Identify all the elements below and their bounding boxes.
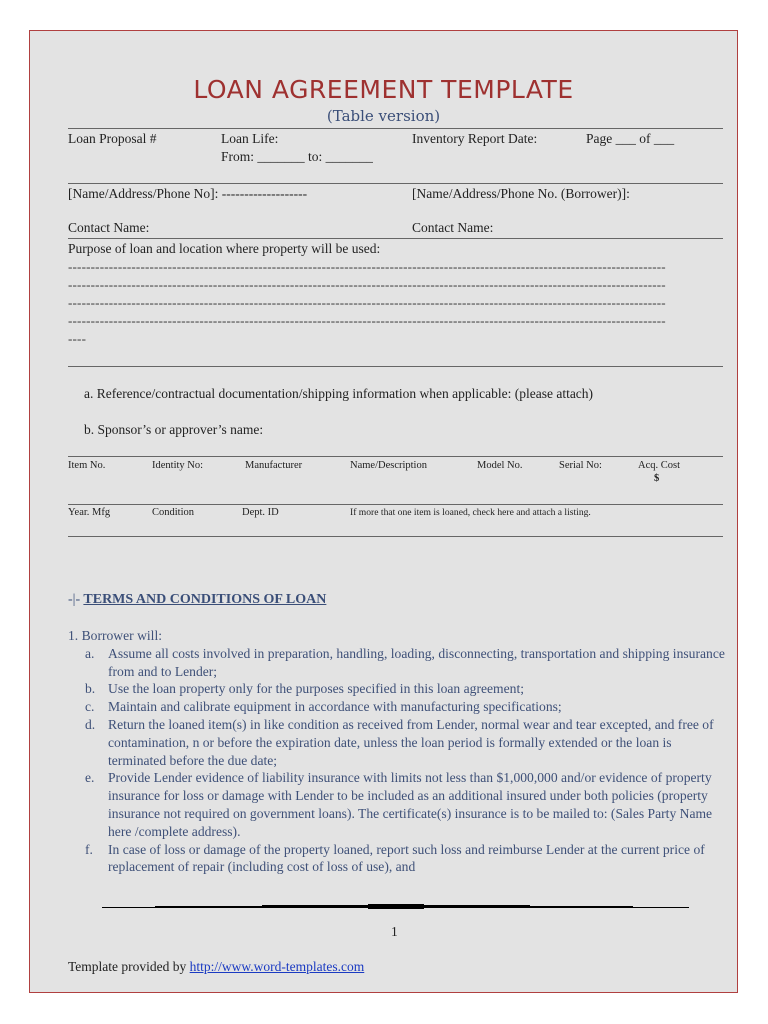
table-header-identity-no: Identity No: xyxy=(152,460,204,471)
document-page xyxy=(29,30,738,993)
list-item xyxy=(68,680,728,698)
list-marker: e. xyxy=(85,770,95,786)
table-header-condition: Condition xyxy=(152,507,195,518)
divider xyxy=(68,238,723,239)
terms-heading xyxy=(68,592,326,608)
terms-list xyxy=(68,627,728,876)
purpose-line: ------------------------------------------------------------------------------------------------------------------------------------ xyxy=(68,313,666,328)
document-title: LOAN AGREEMENT TEMPLATE xyxy=(193,75,574,104)
multiple-items-note: If more that one item is loaned, check here and attach a listing. xyxy=(350,507,591,518)
table-header-acq-cost: Acq. Cost xyxy=(638,460,680,471)
divider xyxy=(68,504,723,505)
list-marker: f. xyxy=(85,841,93,857)
purpose-line: ------------------------------------------------------------------------------------------------------------------------------------ xyxy=(68,295,666,310)
page-number: 1 xyxy=(391,924,398,939)
list-item xyxy=(68,698,728,716)
table-header-name-description: Name/Description xyxy=(350,460,427,471)
document-subtitle: (Table version) xyxy=(326,107,441,125)
footer xyxy=(68,959,364,975)
inventory-date-label: Inventory Report Date: xyxy=(412,131,538,146)
reference-item: a. Reference/contractual documentation/shipping information when applicable: (please attach) xyxy=(84,386,594,401)
list-marker: b. xyxy=(85,681,96,697)
from-to-field: From: _______ to: _______ xyxy=(221,149,373,164)
purpose-line: ------------------------------------------------------------------------------------------------------------------------------------ xyxy=(68,259,666,274)
purpose-label: Purpose of loan and location where property will be used: xyxy=(68,241,381,256)
table-header-currency: $ xyxy=(654,473,660,484)
borrower-field: [Name/Address/Phone No. (Borrower)]: xyxy=(412,186,630,201)
list-marker: a. xyxy=(85,645,95,661)
list-text: Return the loaned item(s) in like condition as received from Lender, normal wear and tear excepted, and free of contamination, n or before the expiration date, unless the loan period is formally extended or the loan is terminated before the due date; xyxy=(108,716,714,768)
list-item xyxy=(68,716,728,769)
list-text: Use the loan property only for the purposes specified in this loan agreement; xyxy=(108,681,525,697)
divider xyxy=(68,536,723,537)
loan-life-label: Loan Life: xyxy=(221,131,279,146)
table-header-serial-no: Serial No: xyxy=(559,460,602,471)
purpose-line: ------------------------------------------------------------------------------------------------------------------------------------ xyxy=(68,277,666,292)
list-item xyxy=(68,841,728,877)
list-item xyxy=(68,769,728,840)
list-marker: d. xyxy=(85,716,96,732)
terms-heading-text: TERMS AND CONDITIONS OF LOAN xyxy=(83,592,327,607)
divider xyxy=(68,128,723,129)
list-item xyxy=(68,645,728,681)
page-of-field: Page ___ of ___ xyxy=(586,131,675,146)
footer-link[interactable]: http://www.word-templates.com xyxy=(189,959,365,974)
lender-field: [Name/Address/Phone No]: ------------------- xyxy=(68,186,308,201)
terms-intro: 1. Borrower will: xyxy=(68,628,163,643)
list-text: In case of loss or damage of the property loaned, report such loss and reimburse Lender at the current price of replacement of repair (including cost of loss of use), and xyxy=(108,841,705,875)
table-header-item-no: Item No. xyxy=(68,460,106,471)
list-text: Provide Lender evidence of liability insurance with limits not less than $1,000,000 and/or evidence of property insurance for loss or damage with Lender to be included as an additional insured under both policies (property insurance not required on government loans). The certificate(s) insurance is to be mailed to: (Sales Party Name here /complete address). xyxy=(108,770,713,839)
footer-prefix: Template provided by xyxy=(68,959,190,974)
list-text: Maintain and calibrate equipment in accordance with manufacturing specifications; xyxy=(108,699,562,715)
table-header-dept-id: Dept. ID xyxy=(242,507,279,518)
divider xyxy=(68,366,723,367)
divider xyxy=(68,456,723,457)
loan-proposal-label: Loan Proposal # xyxy=(68,131,157,146)
heading-prefix: -|- xyxy=(68,592,81,607)
table-header-model-no: Model No. xyxy=(477,460,523,471)
contact-name-left: Contact Name: xyxy=(68,220,150,235)
table-header-manufacturer: Manufacturer xyxy=(245,460,303,471)
contact-name-right: Contact Name: xyxy=(412,220,494,235)
sponsor-item: b. Sponsor’s or approver’s name: xyxy=(84,422,264,437)
table-header-year-mfg: Year. Mfg xyxy=(68,507,111,518)
list-marker: c. xyxy=(85,699,95,715)
purpose-line: ---- xyxy=(68,331,87,346)
divider xyxy=(68,183,723,184)
list-text: Assume all costs involved in preparation, handling, loading, disconnecting, transportation and shipping insurance from and to Lender; xyxy=(108,645,725,679)
